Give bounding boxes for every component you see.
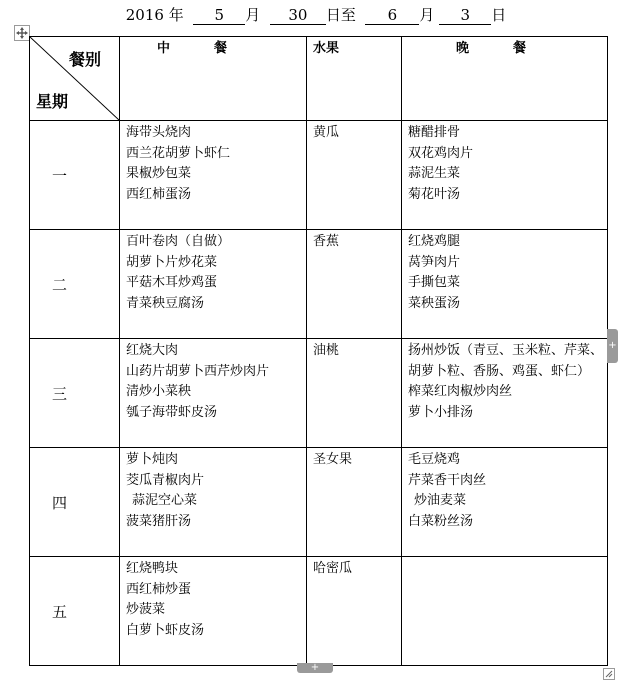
table-row (30, 557, 608, 666)
lunch-cell[interactable] (120, 121, 307, 230)
lunch-item: 平菇木耳炒鸡蛋 (126, 275, 218, 290)
add-row-button[interactable] (297, 663, 333, 673)
dinner-item: 红烧鸡腿 (408, 234, 461, 249)
fruit-header-label: 水果 (313, 41, 340, 56)
table-row (30, 448, 608, 557)
lunch-item: 红烧大肉 (126, 343, 179, 358)
dinner-item: 扬州炒饭（青豆、玉米粒、芹菜、 (408, 343, 604, 358)
lunch-item: 海带头烧肉 (126, 125, 192, 140)
dinner-item: 双花鸡肉片 (408, 145, 474, 161)
day-label: 五 (52, 602, 68, 621)
day-cell[interactable] (30, 121, 120, 230)
lunch-item: 西兰花胡萝卜虾仁 (126, 145, 231, 161)
resize-icon[interactable] (603, 665, 615, 677)
lunch-item: 西红柿蛋汤 (126, 186, 192, 202)
lunch-cell[interactable] (120, 557, 307, 666)
year-label: 年 (168, 6, 184, 24)
lunch-item: 山药片胡萝卜西芹炒肉片 (126, 363, 270, 379)
dinner-header-b: 餐 (513, 41, 527, 56)
table-row (30, 121, 608, 230)
fruit-item: 香蕉 (313, 234, 340, 249)
year-value: 2016 (125, 6, 164, 24)
lunch-cell[interactable] (120, 448, 307, 557)
lunch-item: 西红柿炒蛋 (126, 581, 192, 597)
add-column-button[interactable] (607, 329, 618, 363)
dinner-cell[interactable] (402, 339, 608, 448)
start-month-label: 月 (245, 6, 261, 24)
dinner-item: 榨菜红肉椒炒肉丝 (408, 384, 513, 399)
day-label: 四 (52, 493, 68, 512)
corner-day-label: 星期 (36, 92, 69, 111)
lunch-cell[interactable] (120, 230, 307, 339)
lunch-item: 胡萝卜片炒花菜 (126, 254, 218, 270)
dinner-cell[interactable] (402, 230, 608, 339)
fruit-item: 油桃 (313, 343, 340, 358)
fruit-item: 哈密瓜 (313, 561, 353, 576)
lunch-item: 茭瓜青椒肉片 (126, 472, 205, 488)
fruit-item: 圣女果 (313, 452, 353, 467)
day-cell[interactable] (30, 448, 120, 557)
day-label: 一 (52, 166, 68, 185)
dinner-item: 菜秧蛋汤 (408, 295, 461, 311)
fruit-cell[interactable] (307, 339, 402, 448)
plus-icon: + (608, 340, 617, 351)
day-cell[interactable] (30, 557, 120, 666)
lunch-item: 清炒小菜秧 (126, 384, 192, 399)
dinner-item: 菊花叶汤 (408, 186, 461, 202)
end-day-field[interactable]: 3 (439, 6, 491, 25)
corner-meal-label: 餐别 (68, 50, 101, 69)
lunch-item: 蒜泥空心菜 (132, 493, 198, 508)
dinner-item: 毛豆烧鸡 (408, 452, 461, 467)
day-label: 三 (52, 384, 68, 403)
end-day-label: 日 (491, 6, 507, 24)
fruit-item: 黄瓜 (313, 125, 340, 140)
lunch-item: 百叶卷肉（自做） (126, 234, 231, 249)
dinner-item: 莴笋肉片 (408, 254, 461, 270)
lunch-item: 菠菜猪肝汤 (126, 513, 192, 529)
dinner-item: 白菜粉丝汤 (408, 513, 474, 529)
lunch-header[interactable] (120, 37, 307, 121)
lunch-cell[interactable] (120, 339, 307, 448)
start-day-field[interactable]: 30 (270, 6, 326, 25)
dinner-item: 糖醋排骨 (408, 125, 461, 140)
date-range-line (0, 4, 632, 26)
dinner-cell[interactable] (402, 557, 608, 666)
lunch-item: 青菜秧豆腐汤 (126, 295, 205, 311)
dinner-item: 芹菜香干肉丝 (408, 472, 487, 488)
day-label: 二 (52, 275, 68, 294)
lunch-item: 瓠子海带虾皮汤 (126, 404, 218, 420)
dinner-cell[interactable] (402, 121, 608, 230)
dinner-cell[interactable] (402, 448, 608, 557)
end-month-field[interactable]: 6 (365, 6, 419, 25)
lunch-item: 果椒炒包菜 (126, 166, 192, 181)
lunch-item: 萝卜炖肉 (126, 452, 179, 467)
dinner-item: 胡萝卜粒、香肠、鸡蛋、虾仁） (408, 363, 591, 379)
to-label: 日至 (325, 6, 356, 24)
corner-cell[interactable] (30, 37, 120, 121)
fruit-cell[interactable] (307, 448, 402, 557)
plus-icon: + (310, 662, 320, 673)
dinner-header-a: 晚 (456, 41, 470, 56)
day-cell[interactable] (30, 339, 120, 448)
lunch-item: 红烧鸭块 (126, 561, 179, 576)
lunch-item: 白萝卜虾皮汤 (126, 622, 205, 638)
lunch-item: 炒菠菜 (126, 602, 166, 617)
table-row (30, 339, 608, 448)
lunch-header-a: 中 (157, 41, 171, 56)
dinner-item: 手撕包菜 (408, 275, 461, 290)
lunch-header-b: 餐 (214, 41, 228, 56)
header-row (30, 37, 608, 121)
fruit-cell[interactable] (307, 230, 402, 339)
start-month-field[interactable]: 5 (193, 6, 245, 25)
dinner-item: 炒油麦菜 (414, 493, 467, 508)
day-cell[interactable] (30, 230, 120, 339)
fruit-header[interactable] (307, 37, 402, 121)
dinner-item: 蒜泥生菜 (408, 166, 461, 181)
menu-table (29, 36, 608, 666)
move-icon[interactable] (14, 25, 30, 41)
fruit-cell[interactable] (307, 557, 402, 666)
dinner-item: 萝卜小排汤 (408, 404, 474, 420)
fruit-cell[interactable] (307, 121, 402, 230)
dinner-header[interactable] (402, 37, 608, 121)
end-month-label: 月 (419, 6, 435, 24)
table-row (30, 230, 608, 339)
